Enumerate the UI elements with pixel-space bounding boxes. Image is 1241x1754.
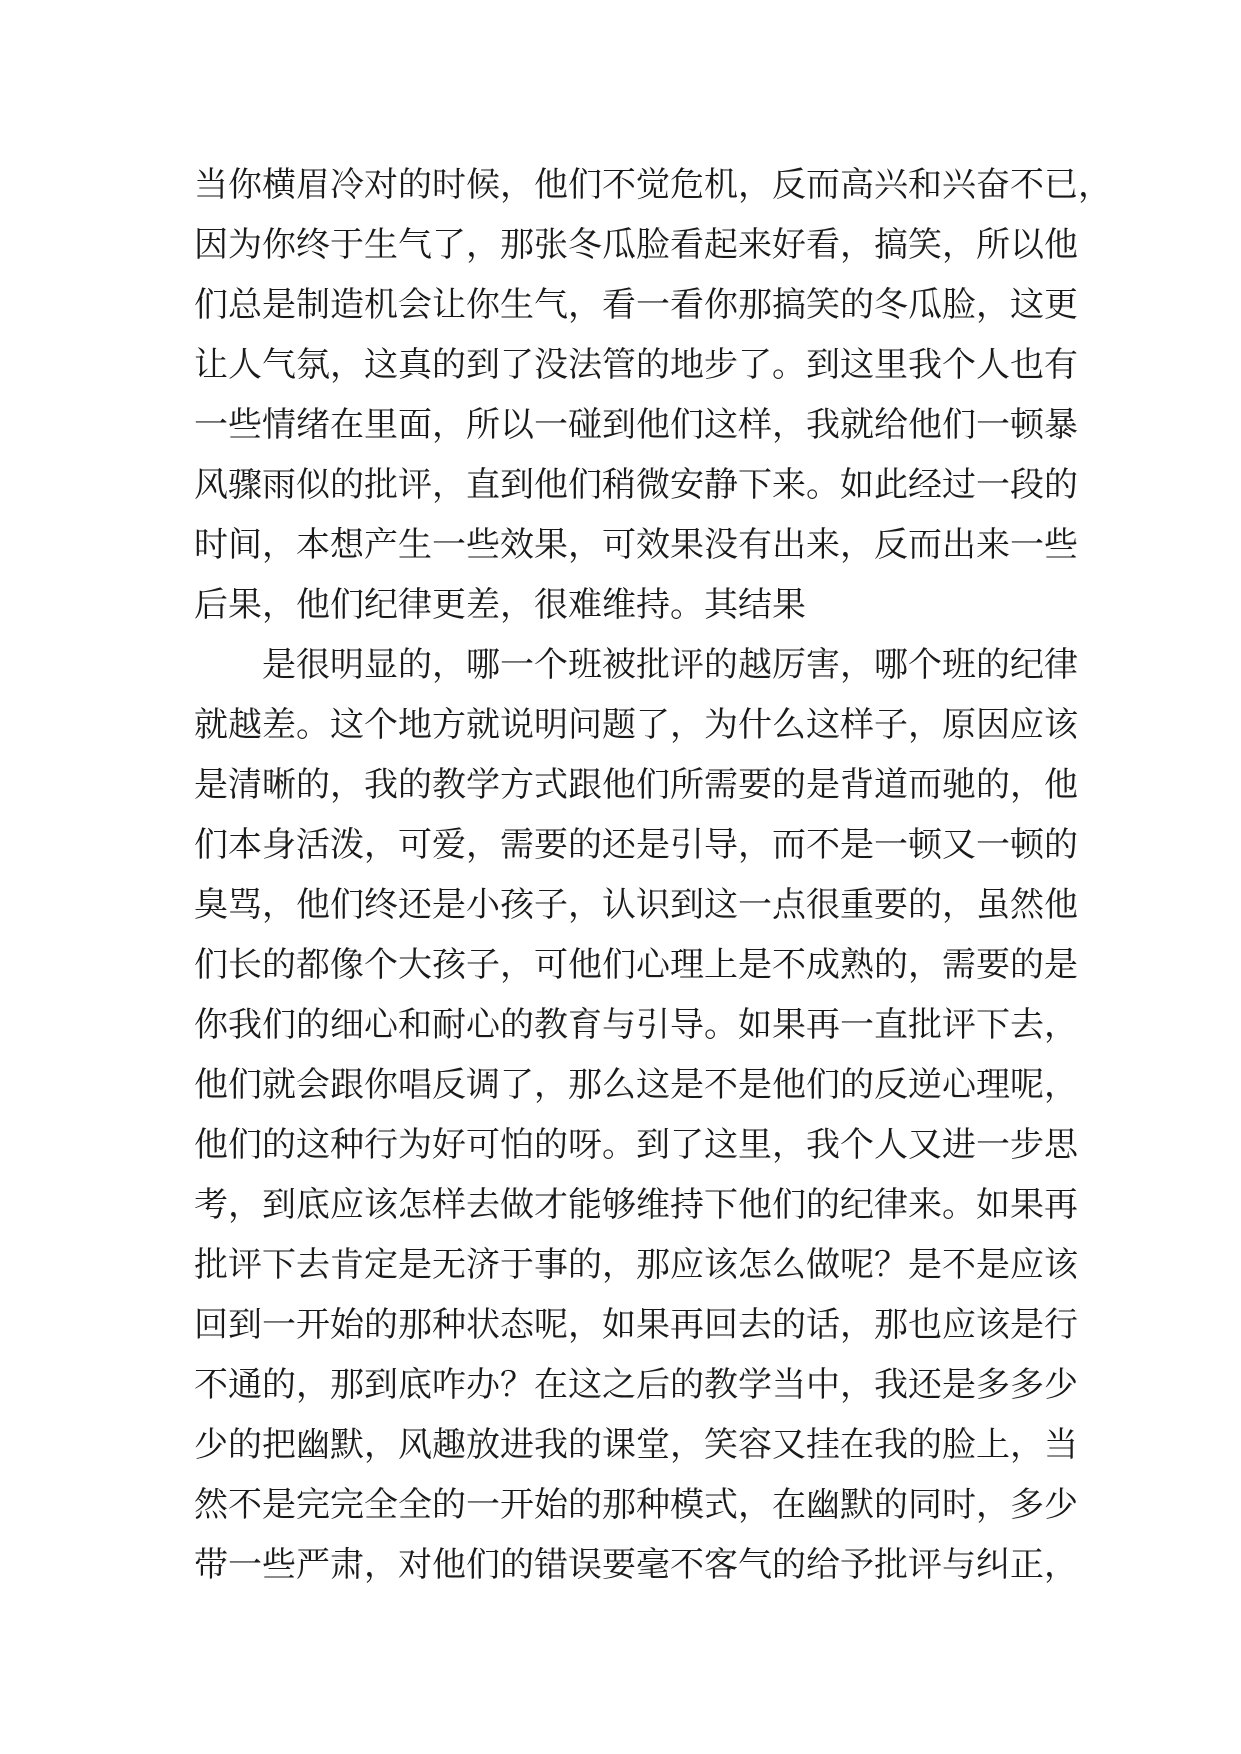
- paragraph-1: [194, 155, 1112, 635]
- text-line: 带一些严肃，对他们的错误要毫不客气的给予批评与纠正，: [194, 1545, 1078, 1585]
- body-text: [194, 155, 1112, 1595]
- text-line: 你我们的细心和耐心的教育与引导。如果再一直批评下去，: [194, 1005, 1078, 1045]
- text-line: 他们的这种行为好可怕的呀。到了这里，我个人又进一步思: [194, 1125, 1078, 1165]
- text-line: 批评下去肯定是无济于事的，那应该怎么做呢？是不是应该: [194, 1245, 1078, 1285]
- text-line: 们总是制造机会让你生气，看一看你那搞笑的冬瓜脸，这更: [194, 285, 1078, 325]
- text-line: 臭骂，他们终还是小孩子，认识到这一点很重要的，虽然他: [194, 885, 1078, 925]
- text-line: 因为你终于生气了，那张冬瓜脸看起来好看，搞笑，所以他: [194, 225, 1078, 265]
- text-line: 们长的都像个大孩子，可他们心理上是不成熟的，需要的是: [194, 945, 1078, 985]
- text-line: 后果，他们纪律更差，很难维持。其结果: [194, 585, 806, 625]
- text-line: 回到一开始的那种状态呢，如果再回去的话，那也应该是行: [194, 1305, 1078, 1345]
- text-line: 时间，本想产生一些效果，可效果没有出来，反而出来一些: [194, 525, 1078, 565]
- text-line: 考，到底应该怎样去做才能够维持下他们的纪律来。如果再: [194, 1185, 1078, 1225]
- text-line: 让人气氛，这真的到了没法管的地步了。到这里我个人也有: [194, 345, 1078, 385]
- text-line: 风骤雨似的批评，直到他们稍微安静下来。如此经过一段的: [194, 465, 1078, 505]
- text-line: 当你横眉冷对的时候，他们不觉危机，反而高兴和兴奋不已，: [194, 165, 1112, 205]
- text-line: 不通的，那到底咋办？在这之后的教学当中，我还是多多少: [194, 1365, 1078, 1405]
- text-line: 一些情绪在里面，所以一碰到他们这样，我就给他们一顿暴: [194, 405, 1078, 445]
- text-line: 然不是完完全全的一开始的那种模式，在幽默的同时，多少: [194, 1485, 1078, 1525]
- text-line: 他们就会跟你唱反调了，那么这是不是他们的反逆心理呢，: [194, 1065, 1078, 1105]
- text-line: 少的把幽默，风趣放进我的课堂，笑容又挂在我的脸上，当: [194, 1425, 1078, 1465]
- text-line: 是很明显的，哪一个班被批评的越厉害，哪个班的纪律: [262, 645, 1078, 685]
- text-line: 就越差。这个地方就说明问题了，为什么这样子，原因应该: [194, 705, 1078, 745]
- paragraph-2: [194, 635, 1078, 1595]
- text-line: 是清晰的，我的教学方式跟他们所需要的是背道而驰的，他: [194, 765, 1078, 805]
- text-line: 们本身活泼，可爱，需要的还是引导，而不是一顿又一顿的: [194, 825, 1078, 865]
